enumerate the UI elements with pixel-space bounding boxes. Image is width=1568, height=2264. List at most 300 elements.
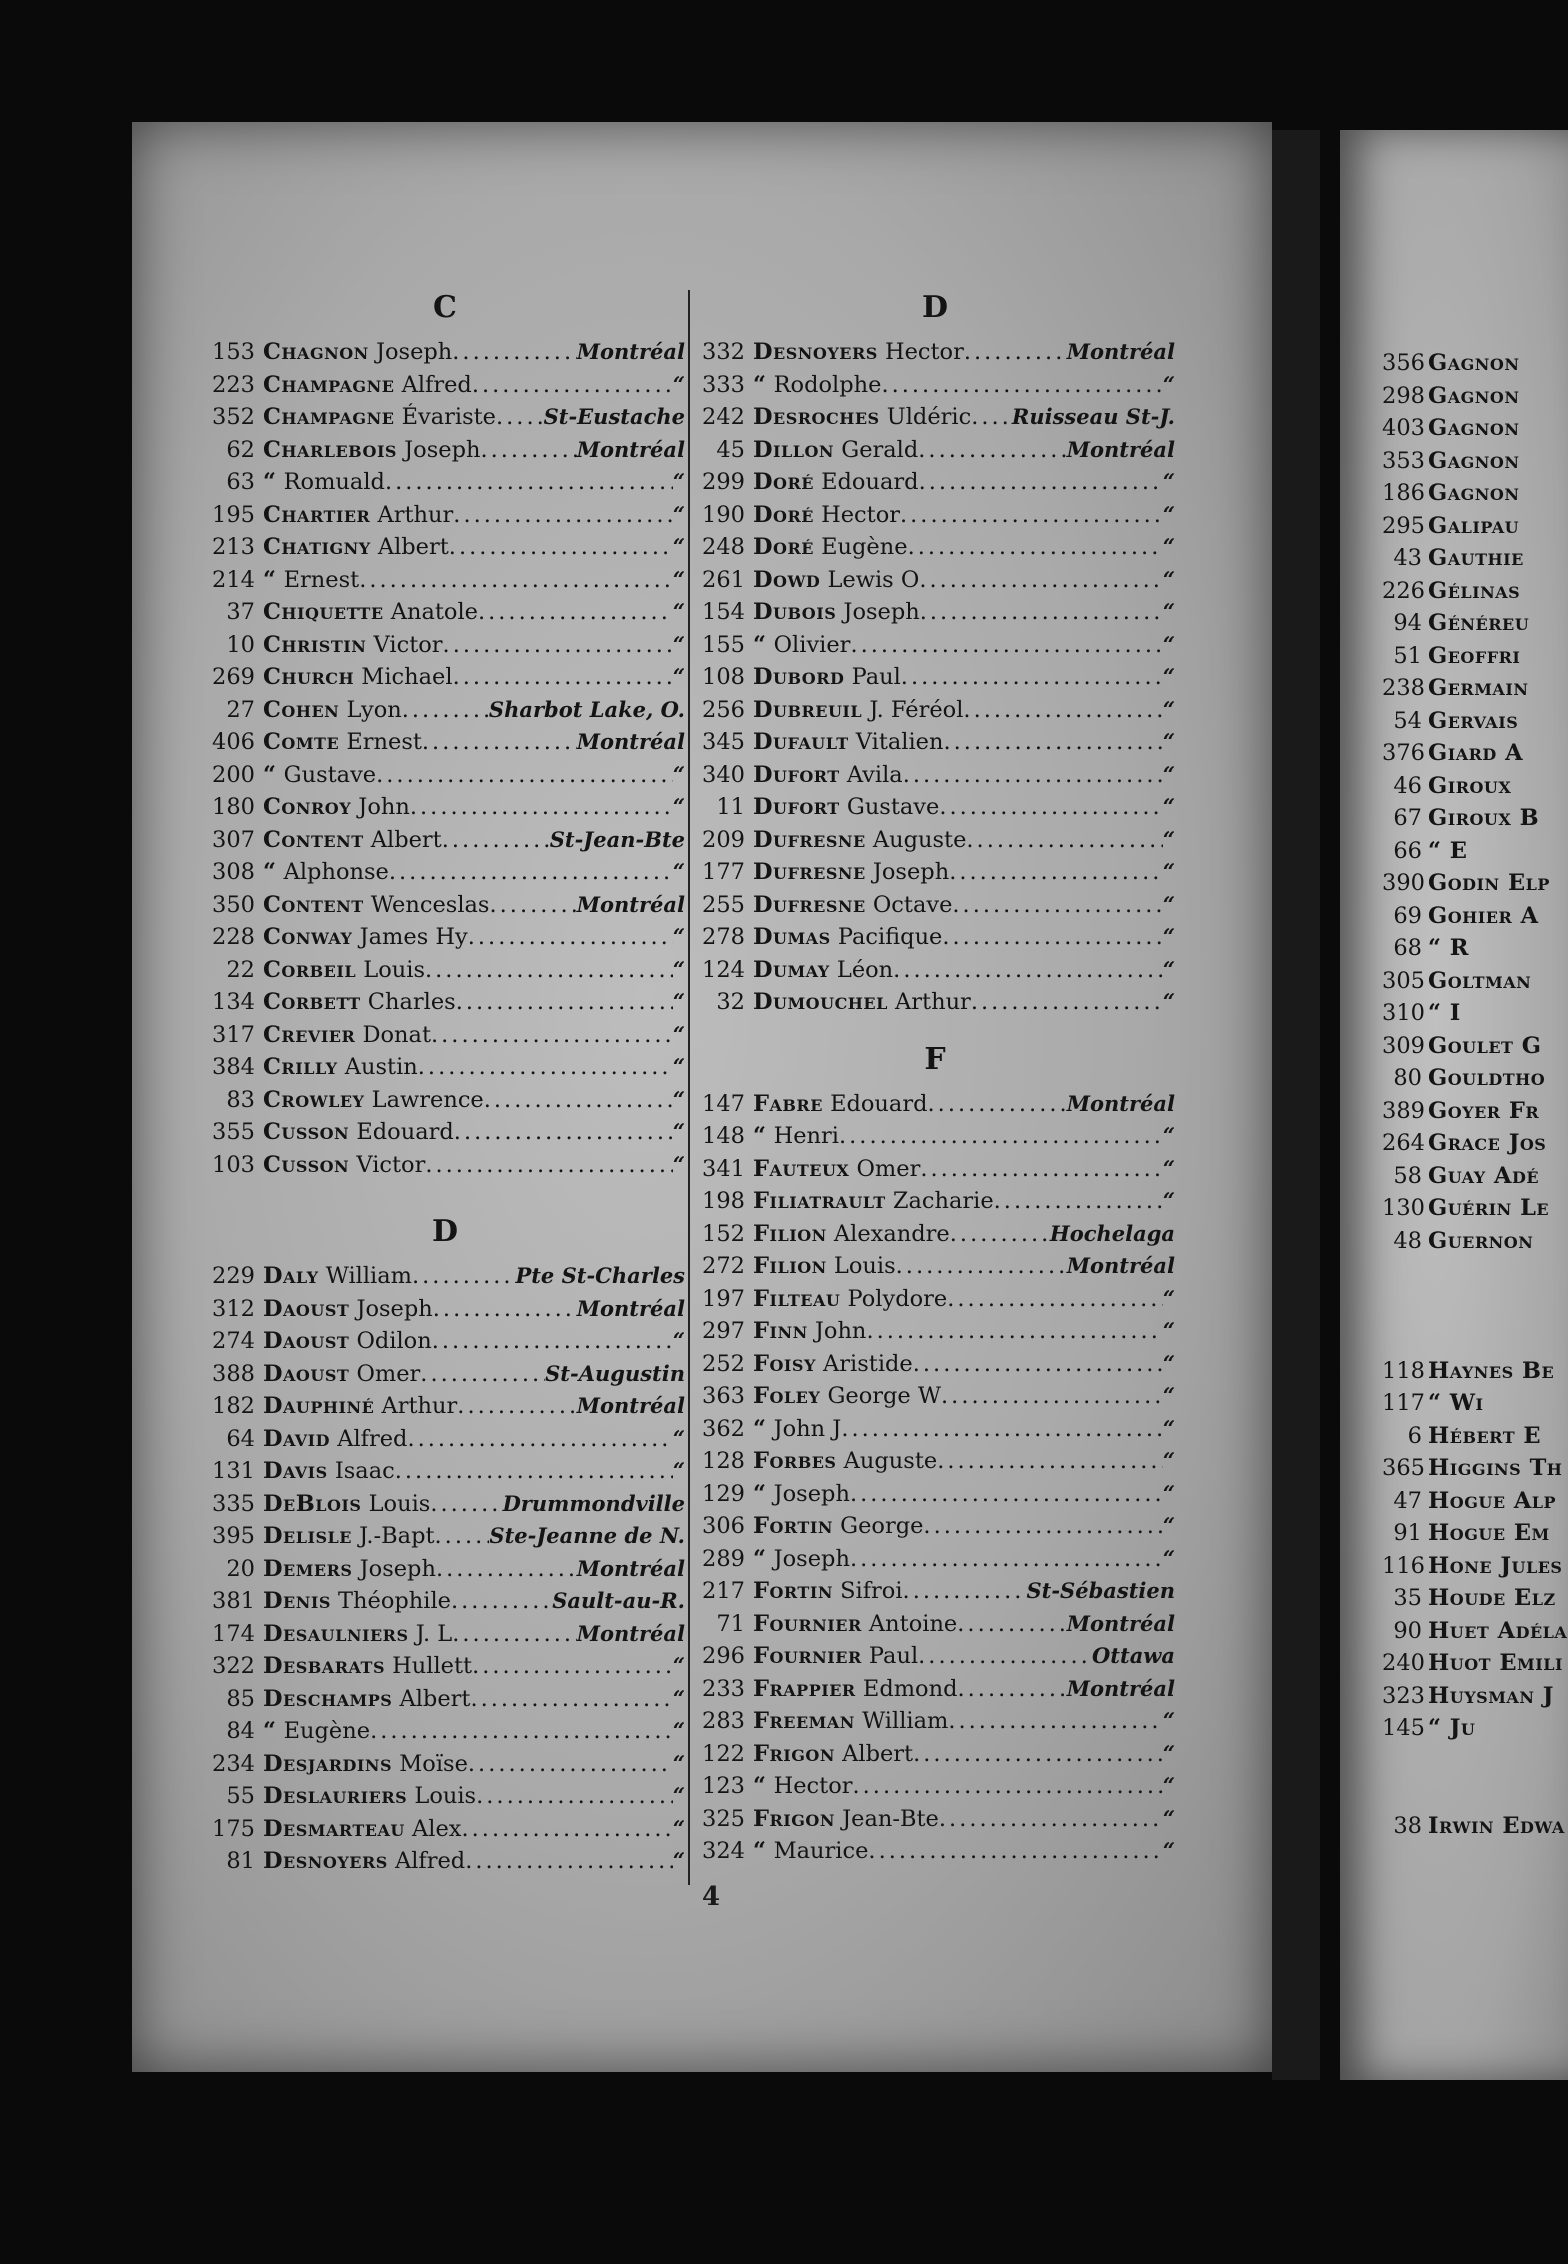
entry-given-name: Alfred bbox=[394, 1848, 466, 1874]
entry-given-name: John bbox=[814, 1318, 867, 1344]
entry-number: 365 bbox=[1382, 1455, 1425, 1481]
directory-entry bbox=[695, 632, 1175, 665]
entry-number: 38 bbox=[1393, 1812, 1422, 1839]
entry-name bbox=[753, 534, 908, 560]
directory-entry bbox=[695, 697, 1175, 730]
entry-place: “ bbox=[1162, 599, 1175, 624]
entry-number: 80 bbox=[1393, 1065, 1422, 1091]
entry-given-name: Alexandre bbox=[833, 1220, 950, 1247]
leader-dots bbox=[952, 892, 1163, 918]
entry-given-name: Joseph bbox=[773, 1480, 850, 1507]
entry-name bbox=[263, 1393, 457, 1419]
entry-name bbox=[263, 372, 472, 398]
entry-text: Gagnon bbox=[1428, 415, 1520, 441]
entry-name bbox=[263, 1361, 420, 1387]
entry-name bbox=[753, 469, 919, 495]
directory-entry bbox=[205, 1263, 685, 1296]
entry-place: “ bbox=[1162, 1805, 1175, 1831]
entry-number: 69 bbox=[1393, 902, 1422, 929]
entry-name bbox=[753, 1351, 913, 1377]
directory-entry bbox=[695, 1318, 1175, 1351]
leader-dots bbox=[425, 957, 673, 983]
entry-number: 353 bbox=[1382, 447, 1425, 474]
entry-number: 174 bbox=[212, 1620, 255, 1647]
entry-surname: Dumouchel bbox=[753, 989, 888, 1015]
entry-given-name: Uldéric bbox=[886, 404, 972, 430]
entry-surname: Denis bbox=[263, 1588, 331, 1614]
leader-dots bbox=[449, 534, 673, 560]
entry-place: “ bbox=[1162, 566, 1175, 592]
entry-number: 228 bbox=[212, 924, 255, 950]
entry-surname: Content bbox=[263, 891, 364, 918]
entry-name bbox=[263, 632, 443, 658]
entry-given-name: Edouard bbox=[830, 1090, 928, 1117]
entry-given-name: George bbox=[840, 1513, 924, 1539]
directory-entry bbox=[205, 1556, 685, 1589]
entry-surname: Fournier bbox=[753, 1643, 862, 1669]
entry-number: 147 bbox=[702, 1090, 745, 1117]
entry-surname: Desnoyers bbox=[263, 1848, 388, 1874]
facing-page-entry bbox=[1382, 1325, 1568, 1358]
entry-name bbox=[263, 1718, 370, 1744]
entry-place: “ bbox=[1162, 1318, 1175, 1343]
directory-entry bbox=[205, 404, 685, 437]
entry-surname: Dufort bbox=[753, 794, 840, 820]
leader-dots bbox=[489, 892, 576, 918]
entry-name bbox=[753, 1546, 850, 1572]
leader-dots bbox=[947, 1286, 1163, 1312]
entry-number: 152 bbox=[702, 1220, 745, 1247]
entry-place: “ bbox=[672, 631, 685, 657]
leader-dots bbox=[452, 339, 576, 365]
entry-number: 117 bbox=[1382, 1390, 1425, 1416]
leader-dots bbox=[370, 1718, 673, 1744]
entry-surname: Chatigny bbox=[263, 534, 371, 560]
entry-surname: Desaulniers bbox=[263, 1620, 409, 1647]
entry-place: “ bbox=[1162, 1740, 1175, 1766]
entry-number: 324 bbox=[702, 1838, 745, 1864]
entry-name bbox=[263, 1054, 418, 1080]
facing-page-entry bbox=[1382, 903, 1568, 936]
entry-name bbox=[753, 989, 971, 1015]
entry-number: 175 bbox=[212, 1815, 255, 1842]
leader-dots bbox=[923, 1513, 1162, 1539]
leader-dots bbox=[465, 1848, 673, 1874]
entry-text: Giard A bbox=[1428, 740, 1524, 766]
entry-number: 71 bbox=[716, 1610, 745, 1637]
entry-text: Gervais bbox=[1428, 707, 1519, 734]
leader-dots bbox=[453, 502, 673, 528]
leader-dots bbox=[881, 372, 1162, 398]
entry-number: 390 bbox=[1382, 870, 1425, 896]
entry-given-name: J.-Bapt bbox=[359, 1523, 435, 1549]
entry-given-name: Ernest bbox=[283, 566, 360, 593]
entry-place: “ bbox=[1162, 1155, 1175, 1181]
entry-given-name: Joseph bbox=[843, 599, 920, 625]
entry-number: 48 bbox=[1393, 1227, 1422, 1254]
entry-place: St-Sébastien bbox=[1026, 1578, 1175, 1603]
entry-number: 11 bbox=[716, 794, 745, 820]
entry-surname: Dumay bbox=[753, 956, 830, 983]
facing-page-entry bbox=[1382, 513, 1568, 546]
directory-entry bbox=[205, 1119, 685, 1152]
leader-dots bbox=[971, 989, 1163, 1015]
entry-number: 248 bbox=[702, 534, 745, 560]
directory-entry bbox=[205, 599, 685, 632]
entry-name bbox=[753, 794, 939, 820]
leader-dots bbox=[893, 957, 1163, 983]
entry-name bbox=[753, 1838, 868, 1864]
entry-surname: Deschamps bbox=[263, 1685, 393, 1712]
facing-page-entry bbox=[1382, 1715, 1568, 1748]
entry-number: 255 bbox=[702, 891, 745, 918]
entry-surname: Fauteux bbox=[753, 1155, 850, 1182]
entry-name bbox=[263, 1653, 472, 1679]
entry-number: 130 bbox=[1382, 1195, 1425, 1221]
entry-number: 123 bbox=[702, 1773, 745, 1799]
entry-surname: Desnoyers bbox=[753, 339, 878, 365]
leader-dots bbox=[942, 924, 1163, 950]
entry-number: 47 bbox=[1393, 1487, 1422, 1514]
leader-dots bbox=[432, 1328, 673, 1354]
leader-dots bbox=[903, 1578, 1027, 1604]
entry-surname: “ bbox=[753, 1415, 767, 1442]
entry-given-name: Joseph bbox=[773, 1545, 850, 1572]
entry-place: “ bbox=[1162, 924, 1175, 949]
facing-page-entry bbox=[1382, 675, 1568, 708]
facing-page-entry bbox=[1382, 1423, 1568, 1456]
entry-surname: “ bbox=[753, 1123, 767, 1149]
directory-entry bbox=[205, 664, 685, 697]
entry-number: 85 bbox=[226, 1685, 255, 1712]
entry-number: 108 bbox=[702, 664, 745, 690]
leader-dots bbox=[454, 1119, 673, 1145]
entry-name bbox=[753, 1611, 957, 1637]
leader-dots bbox=[395, 1458, 673, 1484]
entry-place: “ bbox=[1162, 891, 1175, 917]
leader-dots bbox=[841, 1416, 1163, 1442]
entry-number: 213 bbox=[212, 534, 255, 560]
entry-number: 20 bbox=[226, 1555, 255, 1582]
entry-given-name: Paul bbox=[851, 664, 901, 690]
entry-surname: Conway bbox=[263, 924, 353, 950]
leader-dots bbox=[436, 1556, 577, 1582]
entry-name bbox=[263, 1087, 484, 1113]
leader-dots bbox=[839, 1123, 1163, 1149]
entry-name bbox=[753, 664, 901, 690]
entry-surname: Corbeil bbox=[263, 956, 357, 983]
entry-name bbox=[753, 1513, 923, 1539]
entry-given-name: Albert bbox=[842, 1740, 914, 1767]
leader-dots bbox=[389, 859, 673, 885]
entry-surname: Filion bbox=[753, 1253, 827, 1279]
entry-number: 64 bbox=[226, 1425, 255, 1452]
entry-place: “ bbox=[672, 1783, 685, 1808]
directory-entry bbox=[205, 632, 685, 665]
facing-page-entry bbox=[1382, 838, 1568, 871]
entry-name bbox=[753, 1156, 920, 1182]
entry-given-name: Hector bbox=[884, 339, 964, 365]
entry-name bbox=[263, 1263, 412, 1289]
facing-page-entry bbox=[1382, 1488, 1568, 1521]
entry-text: Gagnon bbox=[1428, 382, 1520, 409]
entry-text: Guérin Le bbox=[1428, 1195, 1550, 1221]
entry-number: 118 bbox=[1382, 1357, 1425, 1384]
entry-name bbox=[263, 1751, 468, 1777]
entry-given-name: Louis bbox=[833, 1253, 896, 1279]
entry-number: 307 bbox=[212, 826, 255, 853]
entry-name bbox=[753, 1383, 941, 1409]
right-column-partial bbox=[1382, 350, 1568, 1845]
entry-given-name: Louis bbox=[363, 956, 425, 983]
entry-given-name: J. Féréol bbox=[869, 696, 964, 723]
leader-dots bbox=[402, 697, 489, 723]
entry-given-name: Avila bbox=[846, 761, 903, 788]
entry-given-name: Vitalien bbox=[855, 729, 944, 755]
entry-surname: Champagne bbox=[263, 404, 395, 430]
entry-number: 153 bbox=[212, 339, 255, 365]
entry-number: 297 bbox=[702, 1318, 745, 1344]
entry-text: Galipau bbox=[1428, 512, 1520, 539]
entry-name bbox=[753, 599, 920, 625]
entry-name bbox=[263, 339, 452, 365]
entry-text: Giroux bbox=[1428, 772, 1512, 799]
entry-number: 68 bbox=[1393, 935, 1422, 961]
leader-dots bbox=[958, 1676, 1067, 1702]
entry-name bbox=[753, 404, 971, 430]
entry-given-name: Louis bbox=[368, 1490, 431, 1517]
entry-number: 310 bbox=[1382, 1000, 1425, 1026]
entry-text: Houde Elz bbox=[1428, 1585, 1556, 1611]
entry-place: “ bbox=[672, 1458, 685, 1483]
entry-text: Huysman J bbox=[1428, 1682, 1554, 1709]
entry-surname: Daoust bbox=[263, 1295, 350, 1322]
entry-surname: Desbarats bbox=[263, 1653, 385, 1679]
facing-page-entry bbox=[1382, 1585, 1568, 1618]
entry-given-name: Joseph bbox=[356, 1295, 433, 1322]
directory-entry bbox=[695, 1448, 1175, 1481]
entry-surname: Dufort bbox=[753, 761, 840, 788]
leader-dots bbox=[480, 437, 576, 463]
directory-entry bbox=[205, 1686, 685, 1719]
entry-surname: Fortin bbox=[753, 1578, 833, 1604]
entry-text: Higgins Th bbox=[1428, 1455, 1563, 1481]
entry-surname: Dufresne bbox=[753, 826, 866, 853]
entry-name bbox=[753, 632, 850, 658]
entry-given-name: Edmond bbox=[862, 1675, 958, 1702]
entry-given-name: Lawrence bbox=[371, 1086, 484, 1113]
entry-number: 269 bbox=[212, 664, 255, 690]
facing-page-entry bbox=[1382, 1780, 1568, 1813]
entry-number: 323 bbox=[1382, 1682, 1425, 1709]
entry-given-name: Victor bbox=[356, 1151, 426, 1178]
entry-number: 240 bbox=[1382, 1650, 1425, 1676]
entry-number: 131 bbox=[212, 1458, 255, 1484]
entry-number: 66 bbox=[1393, 837, 1422, 864]
leader-dots bbox=[994, 1188, 1163, 1214]
entry-text: Goltman bbox=[1428, 967, 1532, 994]
entry-surname: Foley bbox=[753, 1383, 821, 1409]
entry-surname: Dubois bbox=[753, 599, 837, 625]
leader-dots bbox=[937, 1448, 1163, 1474]
facing-page-entry bbox=[1382, 1618, 1568, 1651]
section-gap bbox=[205, 1184, 685, 1214]
entry-given-name: Alex bbox=[412, 1815, 462, 1842]
entry-place: “ bbox=[672, 1718, 685, 1743]
leader-dots bbox=[418, 1054, 673, 1080]
directory-entry bbox=[205, 1621, 685, 1654]
directory-entry bbox=[695, 1156, 1175, 1189]
leader-dots bbox=[443, 632, 673, 658]
entry-number: 190 bbox=[702, 501, 745, 528]
entry-number: 154 bbox=[702, 599, 745, 625]
entry-number: 226 bbox=[1382, 577, 1425, 604]
entry-number: 317 bbox=[212, 1021, 255, 1048]
directory-entry bbox=[695, 1708, 1175, 1741]
directory-entry bbox=[695, 1286, 1175, 1319]
entry-surname: Frigon bbox=[753, 1740, 835, 1767]
entry-surname: Content bbox=[263, 826, 364, 853]
entry-place: Montréal bbox=[1066, 1253, 1175, 1278]
entry-place: Sault-au-R. bbox=[552, 1588, 685, 1613]
entry-text: Huet Adéla bbox=[1428, 1617, 1568, 1644]
entry-text: Giroux B bbox=[1428, 805, 1540, 831]
leader-dots bbox=[963, 697, 1162, 723]
leader-dots bbox=[850, 1481, 1163, 1507]
entry-number: 67 bbox=[1393, 805, 1422, 831]
entry-number: 180 bbox=[212, 794, 255, 820]
entry-name bbox=[263, 1022, 431, 1048]
directory-entry bbox=[695, 1221, 1175, 1254]
entry-surname: Crilly bbox=[263, 1054, 338, 1080]
leader-dots bbox=[420, 1361, 545, 1387]
entry-number: 58 bbox=[1393, 1162, 1422, 1189]
entry-name bbox=[263, 1426, 407, 1452]
section-letter: D bbox=[431, 1214, 458, 1249]
entry-given-name: Octave bbox=[872, 891, 953, 918]
entry-number: 116 bbox=[1382, 1552, 1425, 1579]
directory-entry bbox=[205, 502, 685, 535]
leader-dots bbox=[453, 664, 673, 690]
entry-number: 35 bbox=[1393, 1585, 1422, 1611]
entry-surname: “ bbox=[753, 1773, 767, 1799]
entry-given-name: Romuald bbox=[283, 469, 385, 495]
entry-name bbox=[753, 1643, 918, 1669]
entry-name bbox=[263, 664, 453, 690]
directory-entry bbox=[695, 1383, 1175, 1416]
entry-text: Germain bbox=[1428, 675, 1529, 701]
directory-entry bbox=[695, 1351, 1175, 1384]
entry-number: 305 bbox=[1382, 967, 1425, 994]
entry-name bbox=[753, 567, 919, 593]
entry-place: “ bbox=[1162, 371, 1175, 397]
leader-dots bbox=[442, 827, 550, 853]
entry-name bbox=[263, 1621, 452, 1647]
entry-place: “ bbox=[1162, 956, 1175, 982]
leader-dots bbox=[949, 859, 1163, 885]
entry-text: “ Wi bbox=[1428, 1390, 1484, 1416]
entry-name bbox=[753, 1773, 853, 1799]
directory-entry bbox=[205, 1296, 685, 1329]
directory-entry bbox=[695, 1773, 1175, 1806]
entry-number: 37 bbox=[226, 599, 255, 625]
entry-name bbox=[753, 339, 964, 365]
directory-entry bbox=[695, 1578, 1175, 1611]
entry-given-name: Paul bbox=[868, 1643, 919, 1669]
leader-dots bbox=[468, 924, 673, 950]
entry-surname: Dumas bbox=[753, 924, 831, 950]
directory-entry bbox=[205, 762, 685, 795]
entry-surname: “ bbox=[263, 761, 277, 788]
entry-number: 256 bbox=[702, 696, 745, 723]
entry-name bbox=[263, 567, 359, 593]
entry-name bbox=[263, 794, 410, 820]
entry-given-name: Pacifique bbox=[837, 924, 943, 950]
entry-number: 177 bbox=[702, 859, 745, 885]
directory-entry bbox=[695, 859, 1175, 892]
entry-name bbox=[263, 1686, 470, 1712]
entry-surname: Dufresne bbox=[753, 891, 866, 918]
entry-text: Hogue Alp bbox=[1428, 1487, 1557, 1514]
entry-place: “ bbox=[672, 1086, 685, 1112]
entry-name bbox=[753, 859, 949, 885]
entry-given-name: Antoine bbox=[868, 1610, 958, 1637]
entry-place: “ bbox=[1162, 1350, 1175, 1376]
entry-place: Hochelaga bbox=[1049, 1220, 1175, 1246]
entry-given-name: Omer bbox=[356, 1360, 421, 1387]
entry-name bbox=[263, 534, 449, 560]
directory-entry bbox=[205, 1491, 685, 1524]
entry-number: 333 bbox=[702, 371, 745, 398]
facing-page-entry bbox=[1382, 643, 1568, 676]
entry-place: Montréal bbox=[576, 729, 685, 754]
entry-number: 272 bbox=[702, 1253, 745, 1279]
leader-dots bbox=[919, 567, 1163, 593]
facing-page-entry bbox=[1382, 935, 1568, 968]
leader-dots bbox=[359, 567, 673, 593]
entry-surname: Cohen bbox=[263, 696, 340, 723]
leader-dots bbox=[850, 632, 1162, 658]
entry-surname: “ bbox=[263, 566, 277, 593]
directory-entry bbox=[205, 1588, 685, 1621]
entry-surname: Daly bbox=[263, 1263, 319, 1289]
entry-place: “ bbox=[1162, 729, 1175, 754]
entry-place: St-Jean-Bte bbox=[549, 826, 685, 852]
entry-name bbox=[263, 827, 442, 853]
entry-name bbox=[263, 729, 422, 755]
entry-place: Pte St-Charles bbox=[515, 1263, 685, 1288]
leader-dots bbox=[425, 1152, 673, 1178]
entry-surname: “ bbox=[263, 859, 277, 885]
entry-surname: Chagnon bbox=[263, 339, 369, 365]
facing-page-entry bbox=[1382, 1553, 1568, 1586]
facing-page-entry bbox=[1382, 1228, 1568, 1261]
entry-name bbox=[263, 924, 468, 950]
leader-dots bbox=[920, 1156, 1163, 1182]
entry-surname: Dauphiné bbox=[263, 1393, 375, 1419]
directory-entry bbox=[205, 1361, 685, 1394]
entry-name bbox=[263, 1152, 425, 1178]
entry-place: Ruisseau St-J. bbox=[1011, 404, 1175, 429]
directory-entry bbox=[695, 892, 1175, 925]
entry-given-name: Arthur bbox=[381, 1393, 458, 1419]
entry-place: “ bbox=[1162, 501, 1175, 527]
entry-given-name: Joseph bbox=[375, 339, 453, 365]
leader-dots bbox=[900, 502, 1163, 528]
section-gap bbox=[695, 1022, 1175, 1042]
entry-place: “ bbox=[1162, 1480, 1175, 1506]
directory-entry bbox=[695, 372, 1175, 405]
